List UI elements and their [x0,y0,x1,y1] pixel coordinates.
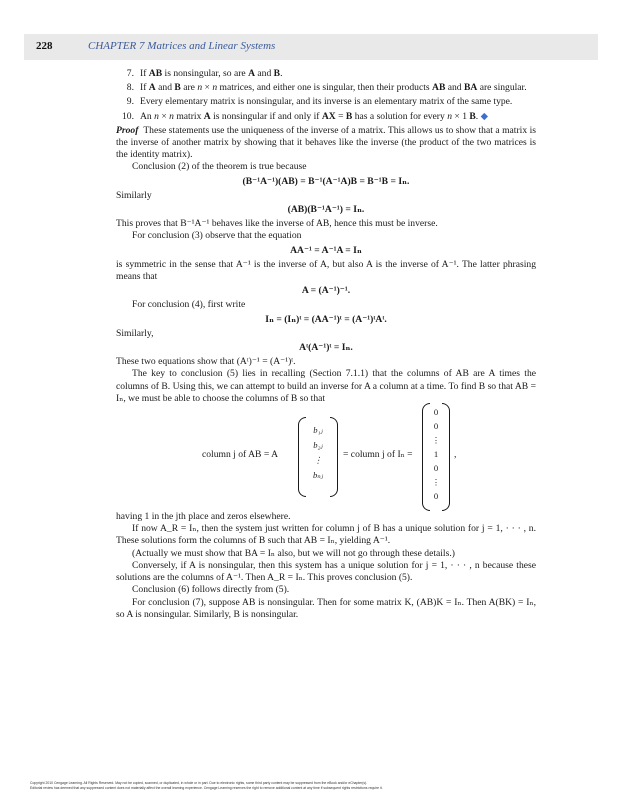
chapter-title: CHAPTER 7 Matrices and Linear Systems [88,40,276,52]
body-text [116,68,536,621]
having-text: having 1 in the jth place and zeros elsewhere. [116,511,291,523]
footer-line-2: Editorial review has deemed that any suppressed content does not materially affect the overall learning experience. Cengage Learning reserves the right to remove additional content at any time if subsequent rights restrictions require it. [30,786,383,790]
two-equations-text: These two equations show that (Aᵗ)⁻¹ = (A⁻¹)ᵗ. [116,356,296,368]
proof-label: Proof [116,124,139,136]
proof-paragraph [116,125,536,162]
display-left-label: column j of AB = A [202,449,279,461]
e-vector-entry: 0 [433,407,439,418]
end-of-theorem-marker: ◆ [478,110,488,122]
b-vector-entry: bₙⱼ [312,470,324,481]
proof-intro: These statements use the uniqueness of the inverse of a matrix. This allows us to show that a matrix is the inverse of another matrix by showing that it behaves like the inverse (the product of the two matrices is the identity matrix). [116,124,536,161]
theorem-item-number: 8. [126,82,134,94]
equation-6: Aᵗ(A⁻¹)ᵗ = Iₙ. [299,342,353,354]
conclusion2-text: Conclusion (2) of the theorem is true because [132,161,307,173]
e-vector-entry: ⋮ [431,477,441,488]
conclusion6-text: Conclusion (6) follows directly from (5). [132,584,290,596]
theorem-item-number: 9. [126,96,134,108]
display-mid-label: = column j of Iₙ = [343,449,413,461]
theorem-item [116,96,536,108]
equation-1: (B⁻¹A⁻¹)(AB) = B⁻¹(A⁻¹A)B = B⁻¹B = Iₙ. [242,175,410,187]
theorem-item-text: If A and B are n × n matrices, and either one is singular, then their products AB and BA are singular. [140,82,527,94]
footer-line-1: Copyright 2010 Cengage Learning. All Rights Reserved. May not be copied, scanned, or duplicated, in whole or in part. Due to electronic rights, some third party content may be suppressed from the eBook and/or eChapter(s). [30,781,368,785]
theorem-item [116,68,536,80]
page-number: 228 [36,40,53,52]
proves-text: This proves that B⁻¹A⁻¹ behaves like the inverse of AB, hence this must be inverse. [116,218,438,230]
equation-3: AA⁻¹ = A⁻¹A = Iₙ [290,244,362,256]
conversely-text: Conversely, if A is nonsingular, then this system has a unique solution for j = 1, · · · , n because these solutions are the columns of A⁻¹. Then A_R = Iₙ. This proves conclusion (5). [116,559,536,584]
b-vector-entry: ⋮ [313,455,323,466]
b-vector-entry: b₁ⱼ [313,425,323,436]
theorem-item-text: If AB is nonsingular, so are A and B. [140,68,283,79]
e-vector-entry: ⋮ [431,435,441,446]
conclusion3-text: For conclusion (3) observe that the equation [132,230,302,242]
b-vector [306,423,330,483]
e-vector-entry: 0 [433,491,439,502]
e-vector-entry: 0 [433,463,439,474]
conclusion7-text: For conclusion (7), suppose AB is nonsingular. Then for some matrix K, (AB)K = Iₙ. Then A(BK) = Iₙ, so A is nonsingular. Similarly, B is nonsingular. [116,596,536,620]
e-vector-entry: 1 [433,449,439,460]
theorem-item-number: 7. [126,68,134,79]
e-vector [429,405,443,503]
equation-4: A = (A⁻¹)⁻¹. [301,285,351,297]
equation-5: Iₙ = (Iₙ)ᵗ = (AA⁻¹)ᵗ = (A⁻¹)ᵗAᵗ. [265,313,387,325]
b-vector-entry: b₂ⱼ [313,440,323,451]
e-vector-entry: 0 [433,421,439,432]
theorem-item-number: 10. [122,110,134,122]
if-now-text: If now A_R = Iₙ, then the system just written for column j of B has a unique solution for j = 1, · · · , n. These solutions form the columns of B such that AB = Iₙ, yielding A⁻¹. [116,523,536,547]
display-end: , [454,449,457,461]
symmetric-text: is symmetric in the sense that A⁻¹ is the inverse of A, but also A is the inverse of A⁻¹. The latter phrasing means that [116,258,536,283]
theorem-item-text: An n × n matrix A is nonsingular if and only if AX = B has a solution for every n × 1 B. ◆ [140,110,488,122]
theorem-item-text: Every elementary matrix is nonsingular, and its inverse is an elementary matrix of the same type. [140,96,513,108]
similarly-text-1: Similarly [116,189,152,201]
actually-text: (Actually we must show that BA = Iₙ also, but we will not go through these details.) [132,547,455,559]
theorem-item [116,111,536,123]
theorem-item [116,82,536,94]
b-vector-right-paren [330,417,338,497]
theorem-items [116,68,536,123]
e-vector-right-paren [442,403,450,511]
conclusion4-text: For conclusion (4), first write [132,299,246,311]
column-display-equation [116,407,536,507]
key-text: The key to conclusion (5) lies in recalling (Section 7.1.1) that the columns of AB are A times the columns of B. Using this, we can attempt to build an inverse for A a column at a time. To find B so that AB = Iₙ, we must be able to choose the columns of B so that [116,368,536,404]
equation-2: (AB)(B⁻¹A⁻¹) = Iₙ. [287,204,365,216]
similarly-text-2: Similarly, [116,327,154,339]
b-vector-left-paren [298,417,306,497]
copyright-footer [30,781,600,791]
